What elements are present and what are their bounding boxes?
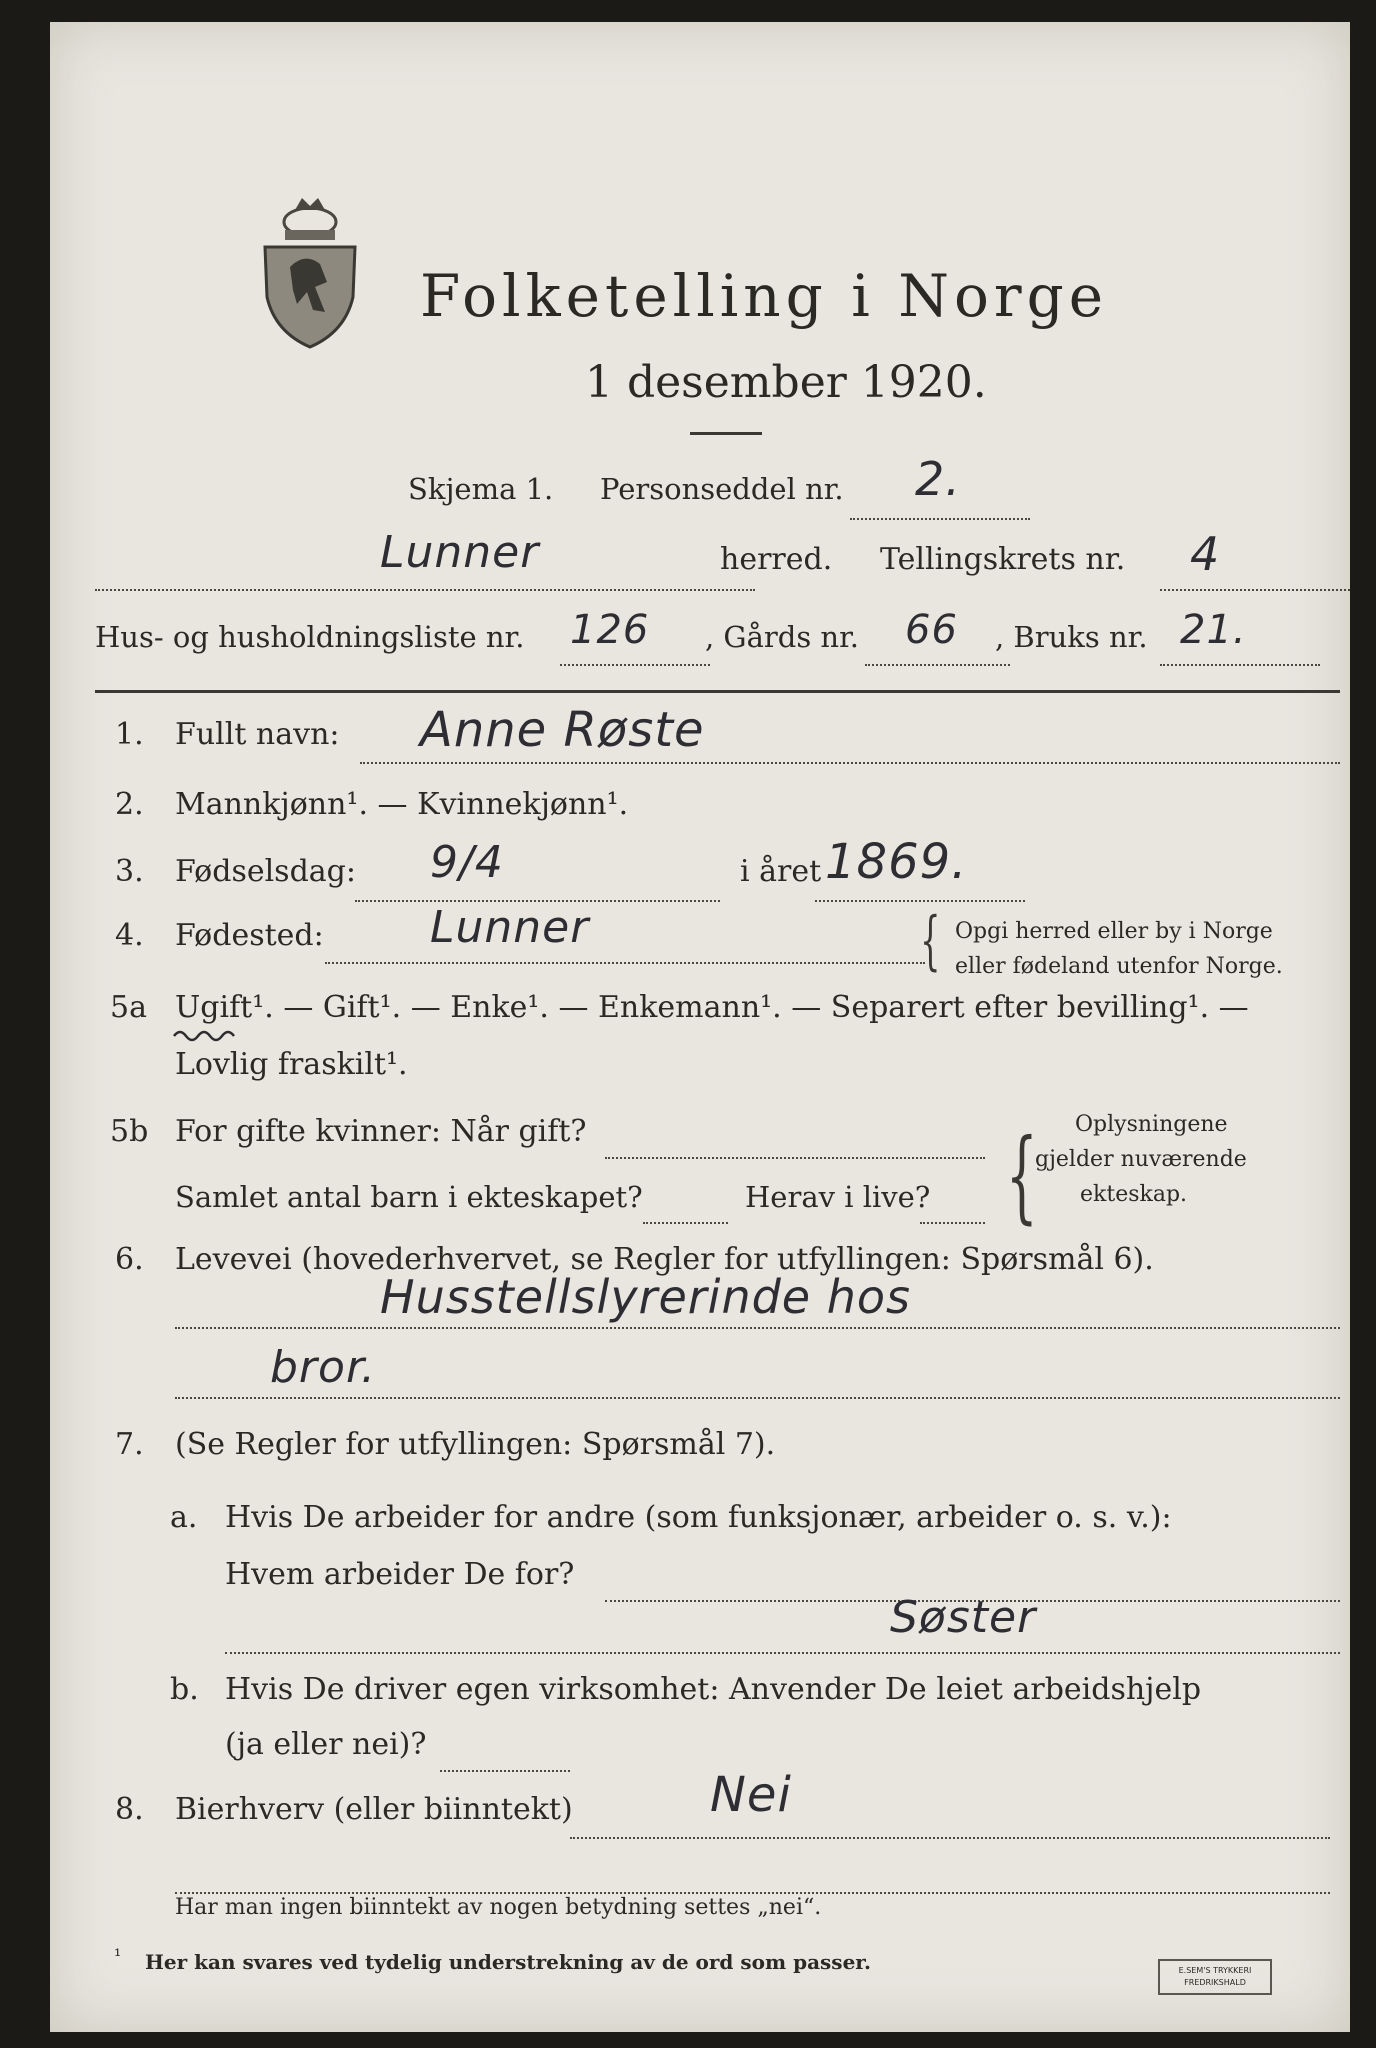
q1-value[interactable]: Anne Røste	[420, 702, 705, 758]
q8-number: 8.	[115, 1792, 144, 1827]
census-date: 1 desember 1920.	[585, 357, 987, 408]
q3-year-line	[815, 900, 1025, 902]
title-divider	[690, 432, 762, 435]
q5b-children-line	[643, 1222, 728, 1224]
q3-year-label: i året	[740, 854, 822, 889]
q3-year-value[interactable]: 1869.	[825, 834, 968, 890]
personseddel-value[interactable]: 2.	[915, 452, 961, 506]
q5a-line1: Ugift¹. — Gift¹. — Enke¹. — Enkemann¹. — Separert efter bevilling¹. —	[175, 990, 1249, 1025]
form-title: Folketelling i Norge	[420, 262, 1109, 330]
gards-label: , Gårds nr.	[705, 620, 859, 654]
census-form	[50, 22, 1350, 2032]
q5b-note-line3: ekteskap.	[1080, 1182, 1188, 1207]
tellingskrets-line	[1160, 589, 1350, 591]
q1-number: 1.	[115, 717, 144, 752]
q5a-line2: Lovlig fraskilt¹.	[175, 1047, 408, 1082]
hus-label: Hus- og husholdningsliste nr.	[95, 620, 525, 654]
q1-line	[360, 762, 1340, 764]
footnote-text: Her kan svares ved tydelig understrekning av de ord som passer.	[145, 1950, 871, 1974]
q2-number: 2.	[115, 787, 144, 822]
q5b-note-line2: gjelder nuværende	[1035, 1147, 1247, 1172]
q6-value-line2[interactable]: bror.	[270, 1342, 376, 1393]
q5b-number: 5b	[110, 1114, 149, 1149]
personseddel-label: Personseddel nr.	[600, 472, 844, 506]
q1-label: Fullt navn:	[175, 717, 340, 752]
printer-stamp	[1158, 1959, 1272, 1995]
q2-label: Mannkjønn¹. — Kvinnekjønn¹.	[175, 787, 629, 822]
q3-number: 3.	[115, 854, 144, 889]
footnote-mark: ¹	[114, 1946, 122, 1967]
q7-label: (Se Regler for utfyllingen: Spørsmål 7).	[175, 1427, 776, 1462]
q7b-letter: b.	[170, 1672, 199, 1707]
printer-stamp-line2: FREDRIKSHALD	[1184, 1978, 1246, 1987]
q5b-line2b: Herav i live?	[745, 1180, 931, 1214]
herred-line	[95, 589, 755, 591]
q3-label: Fødselsdag:	[175, 854, 356, 889]
q5b-alive-line	[920, 1222, 985, 1224]
tellingskrets-value[interactable]: 4	[1190, 527, 1221, 581]
q5b-line2a: Samlet antal barn i ekteskapet?	[175, 1180, 643, 1214]
printer-stamp-line1: E.SEM'S TRYKKERI	[1178, 1966, 1252, 1975]
q3-day-value[interactable]: 9/4	[430, 837, 504, 888]
q5b-brace: {	[1005, 1117, 1038, 1234]
q4-label: Fødested:	[175, 918, 324, 953]
q5b-line1: For gifte kvinner: Når gift?	[175, 1114, 587, 1149]
skjema-label: Skjema 1.	[408, 472, 554, 506]
hus-value[interactable]: 126	[570, 607, 650, 653]
gards-line	[865, 664, 1010, 666]
hus-line	[560, 664, 710, 666]
q6-label: Levevei (hovederhvervet, se Regler for utfyllingen: Spørsmål 6).	[175, 1242, 1154, 1277]
q8-line2	[175, 1892, 1330, 1894]
q5b-note-line1: Oplysningene	[1075, 1112, 1228, 1137]
q7a-line-b	[225, 1652, 1340, 1654]
herred-label: herred.	[720, 542, 833, 577]
q4-line	[325, 962, 925, 964]
q7b-answer-line	[440, 1770, 570, 1772]
header-divider	[95, 690, 1340, 693]
q8-label: Bierhverv (eller biinntekt)	[175, 1792, 573, 1827]
q8-line	[570, 1837, 1330, 1839]
q6-line2	[175, 1397, 1340, 1399]
q5b-married-line	[605, 1157, 985, 1159]
q7a-line2: Hvem arbeider De for?	[225, 1557, 575, 1592]
q7b-line2: (ja eller nei)?	[225, 1727, 427, 1762]
q4-brace: {	[920, 904, 941, 978]
tellingskrets-label: Tellingskrets nr.	[880, 542, 1126, 577]
q4-note-line1: Opgi herred eller by i Norge	[955, 919, 1273, 944]
q4-number: 4.	[115, 918, 144, 953]
bruks-line	[1160, 664, 1320, 666]
q4-note-line2: eller fødeland utenfor Norge.	[955, 954, 1283, 979]
q7a-letter: a.	[170, 1500, 198, 1535]
q6-line1	[175, 1327, 1340, 1329]
q7a-line1: Hvis De arbeider for andre (som funksjonær, arbeider o. s. v.):	[225, 1500, 1172, 1535]
q4-value[interactable]: Lunner	[430, 902, 590, 953]
q6-value-line1[interactable]: Husstellslyrerinde hos	[380, 1270, 911, 1324]
ugift-underline-mark	[172, 1027, 252, 1046]
bruks-value[interactable]: 21.	[1180, 607, 1247, 653]
q7-number: 7.	[115, 1427, 144, 1462]
q6-number: 6.	[115, 1242, 144, 1277]
personseddel-line	[850, 518, 1030, 520]
q5a-number: 5a	[110, 990, 147, 1025]
q8-value[interactable]: Nei	[710, 1767, 792, 1823]
gards-value[interactable]: 66	[905, 607, 958, 653]
coat-of-arms-icon	[255, 192, 365, 356]
bruks-label: , Bruks nr.	[995, 620, 1148, 654]
q7b-line1: Hvis De driver egen virksomhet: Anvender De leiet arbeidshjelp	[225, 1672, 1202, 1707]
q7a-value[interactable]: Søster	[890, 1592, 1037, 1643]
herred-value[interactable]: Lunner	[380, 527, 540, 578]
footer-note: Har man ingen biinntekt av nogen betydning settes „nei“.	[175, 1895, 822, 1920]
